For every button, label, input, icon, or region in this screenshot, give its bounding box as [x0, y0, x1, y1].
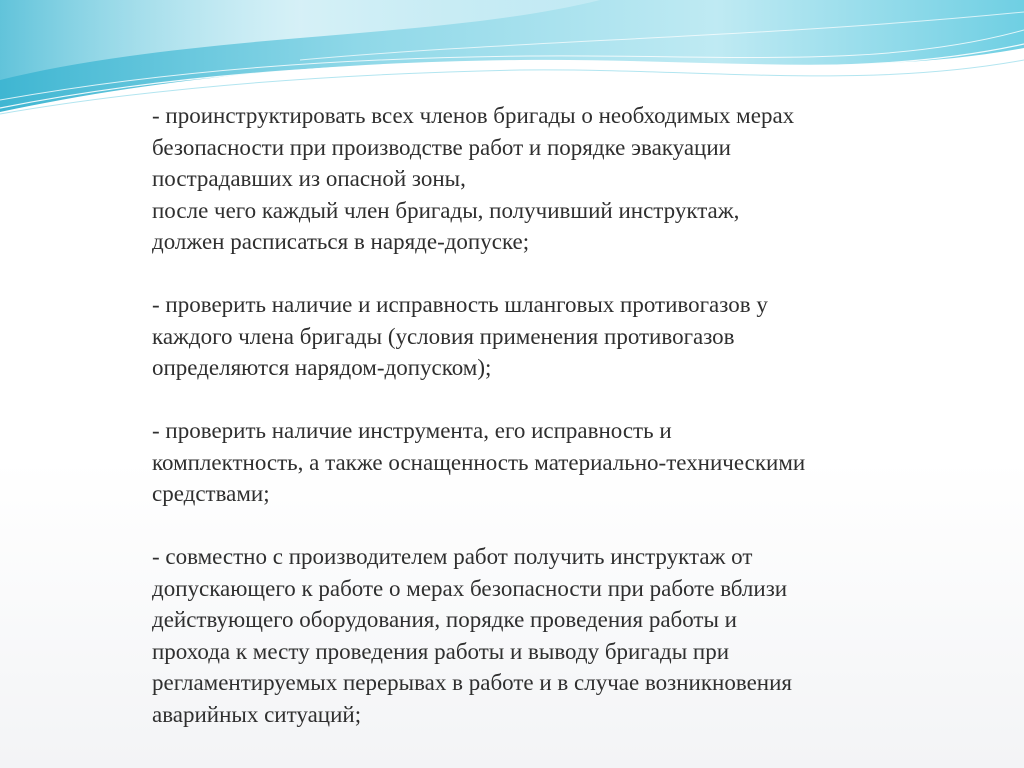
text-line: допускающего к работе о мерах безопасности при работе вблизи [152, 575, 788, 601]
text-line: прохода к месту проведения работы и выводу бригады при [152, 638, 730, 664]
text-line: средствами; [152, 481, 270, 506]
text-line: пострадавших из опасной зоны, [152, 166, 466, 191]
text-line: определяются нарядом-допуском); [152, 355, 492, 380]
paragraph-instruct-brigade [152, 100, 892, 258]
text-line: - совместно с производителем работ получить инструктаж от [152, 544, 753, 569]
text-line: должен расписаться в наряде-допуске; [152, 229, 530, 254]
text-line: после чего каждый член бригады, получивший инструктаж, [152, 197, 740, 223]
paragraph-check-gas-masks [152, 289, 892, 384]
paragraph-joint-briefing [152, 541, 892, 730]
text-line: - проверить наличие и исправность шланговых противогазов у [152, 292, 768, 317]
text-line: комплектность, а также оснащенность материально-техническими [152, 449, 806, 475]
paragraph-check-tools [152, 415, 892, 510]
text-line: - проинструктировать всех членов бригады о необходимых мерах [152, 103, 795, 128]
text-line: действующего оборудования, порядке проведения работы и [152, 607, 737, 632]
text-line: каждого члена бригады (условия применения противогазов [152, 323, 735, 349]
text-line: регламентируемых перерывах в работе и в случае возникновения [152, 670, 792, 695]
slide-body-text [152, 100, 892, 762]
text-line: безопасности при производстве работ и порядке эвакуации [152, 134, 731, 160]
text-line: - проверить наличие инструмента, его исправность и [152, 418, 672, 443]
text-line: аварийных ситуаций; [152, 701, 362, 727]
